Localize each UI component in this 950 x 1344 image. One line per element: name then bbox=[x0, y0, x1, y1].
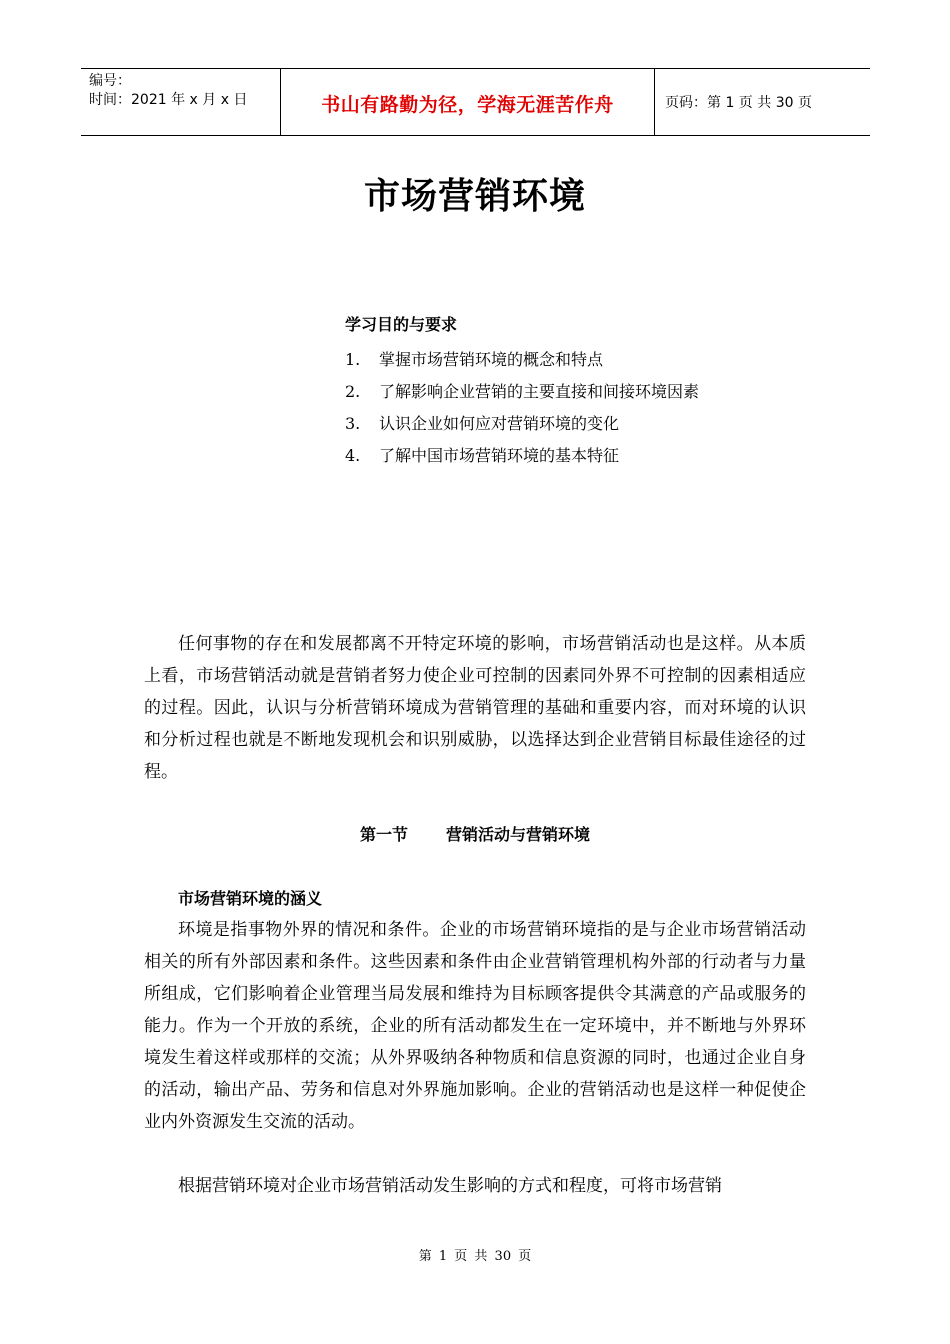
objective-text: 了解中国市场营销环境的基本特征 bbox=[379, 446, 620, 465]
subsection-paragraph-block bbox=[144, 914, 806, 1138]
section-heading bbox=[0, 822, 950, 848]
header-motto-cell bbox=[281, 69, 655, 135]
learning-objectives bbox=[345, 312, 699, 472]
document-header bbox=[81, 68, 870, 136]
objective-number: 3. bbox=[345, 414, 361, 433]
objective-item bbox=[345, 344, 699, 376]
document-date-label: 时间：2021 年 x 月 x 日 bbox=[89, 92, 248, 108]
objective-text: 掌握市场营销环境的概念和特点 bbox=[379, 350, 604, 369]
continuation-paragraph-block bbox=[144, 1170, 806, 1202]
header-page-cell bbox=[655, 69, 870, 135]
objective-number: 4. bbox=[345, 446, 361, 465]
document-title: 市场营销环境 bbox=[363, 176, 586, 217]
objectives-heading: 学习目的与要求 bbox=[345, 315, 458, 334]
subsection-heading: 市场营销环境的涵义 bbox=[178, 889, 323, 908]
page-code: 页码：第 1 页 共 30 页 bbox=[665, 95, 812, 111]
objective-item bbox=[345, 376, 699, 408]
objective-number: 2. bbox=[345, 382, 361, 401]
section-number: 第一节 bbox=[359, 825, 408, 844]
objective-number: 1. bbox=[345, 350, 361, 369]
objective-text: 认识企业如何应对营销环境的变化 bbox=[379, 414, 620, 433]
intro-paragraph: 任何事物的存在和发展都离不开特定环境的影响，市场营销活动也是这样。从本质上看，市场营销活动就是营销者努力使企业可控制的因素同外界不可控制的因素相适应的过程。因此，认识与分析营销环境成为营销管理的基础和重要内容，而对环境的认识和分析过程也就是不断地发现机会和识别威胁，以选择达到企业营销目标最佳途径的过程。 bbox=[144, 634, 806, 782]
section-title: 营销活动与营销环境 bbox=[446, 825, 591, 844]
document-number-label: 编号： bbox=[89, 73, 131, 89]
objective-item bbox=[345, 408, 699, 440]
header-motto: 书山有路勤为径，学海无涯苦作舟 bbox=[321, 93, 614, 116]
objective-item bbox=[345, 440, 699, 472]
intro-paragraph-block bbox=[144, 628, 806, 788]
page-footer: 第 1 页 共 30 页 bbox=[418, 1249, 532, 1264]
continuation-paragraph: 根据营销环境对企业市场营销活动发生影响的方式和程度，可将市场营销 bbox=[178, 1176, 722, 1196]
header-meta-cell bbox=[81, 69, 281, 135]
subsection-paragraph: 环境是指事物外界的情况和条件。企业的市场营销环境指的是与企业市场营销活动相关的所有外部因素和条件。这些因素和条件由企业营销管理机构外部的行动者与力量所组成，它们影响着企业管理当局发展和维持为目标顾客提供令其满意的产品或服务的能力。作为一个开放的系统，企业的所有活动都发生在一定环境中，并不断地与外界环境发生着这样或那样的交流；从外界吸纳各种物质和信息资源的同时，也通过企业自身的活动，输出产品、劳务和信息对外界施加影响。企业的营销活动也是这样一种促使企业内外资源发生交流的活动。 bbox=[144, 920, 806, 1132]
objective-text: 了解影响企业营销的主要直接和间接环境因素 bbox=[379, 382, 700, 401]
